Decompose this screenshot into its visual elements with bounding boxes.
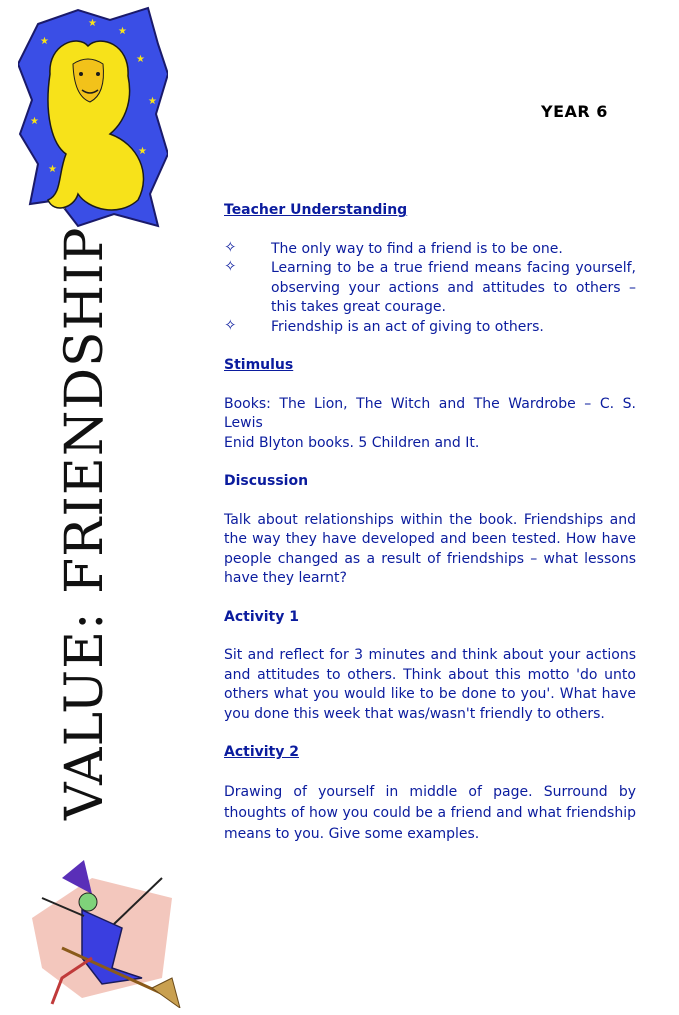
svg-text:★: ★ [136,54,145,65]
list-item: ✧ The only way to find a friend is to be one. [224,237,563,257]
svg-text:★: ★ [88,18,97,29]
star-bullet-icon: ✧ [224,315,237,334]
list-item: ✧ Learning to be a true friend means facing yourself, observing your actions and attitudes to others – this takes great courage. [224,257,636,315]
content [224,201,636,845]
side-title: VALUE: FRIENDSHIP [55,226,115,820]
stimulus-heading: Stimulus [224,357,294,373]
stimulus-line-2: Enid Blyton books. 5 Children and It. [224,434,480,451]
svg-text:★: ★ [118,26,127,37]
lion-clipart [18,4,168,228]
list-item: ✧ Friendship is an act of giving to others. [224,315,544,335]
discussion-text: Talk about relationships within the book. Friendships and the way they have developed and been tested. How have people changed as a result of friendships – what lessons have they learnt? [224,511,636,586]
discussion-heading: Discussion [224,473,309,489]
svg-text:★: ★ [148,96,157,107]
svg-text:★: ★ [40,36,49,47]
svg-text:★: ★ [138,146,147,157]
teacher-understanding-list [224,237,636,338]
year-label: YEAR 6 [541,102,608,121]
activity-1-heading: Activity 1 [224,608,299,625]
activity-2-heading: Activity 2 [224,744,299,760]
svg-text:★: ★ [30,116,39,127]
activity-1-text: Sit and reflect for 3 minutes and think about your actions and attitudes to others. Think about this motto 'do unto others what you would like to be done to you'. What have you done this week that was/wasn't friendly to others. [224,647,636,722]
star-bullet-icon: ✧ [224,257,237,275]
star-bullet-icon: ✧ [224,237,237,256]
activity-2-text: Drawing of yourself in middle of page. Surround by thoughts of how you could be a friend and what friendship means to you. Give some examples. [224,783,636,842]
teacher-understanding-heading: Teacher Understanding [224,202,408,218]
stimulus-line-1: Books: The Lion, The Witch and The Wardrobe – C. S. Lewis [224,395,636,431]
svg-text:★: ★ [48,164,57,175]
witch-clipart [22,858,182,1008]
